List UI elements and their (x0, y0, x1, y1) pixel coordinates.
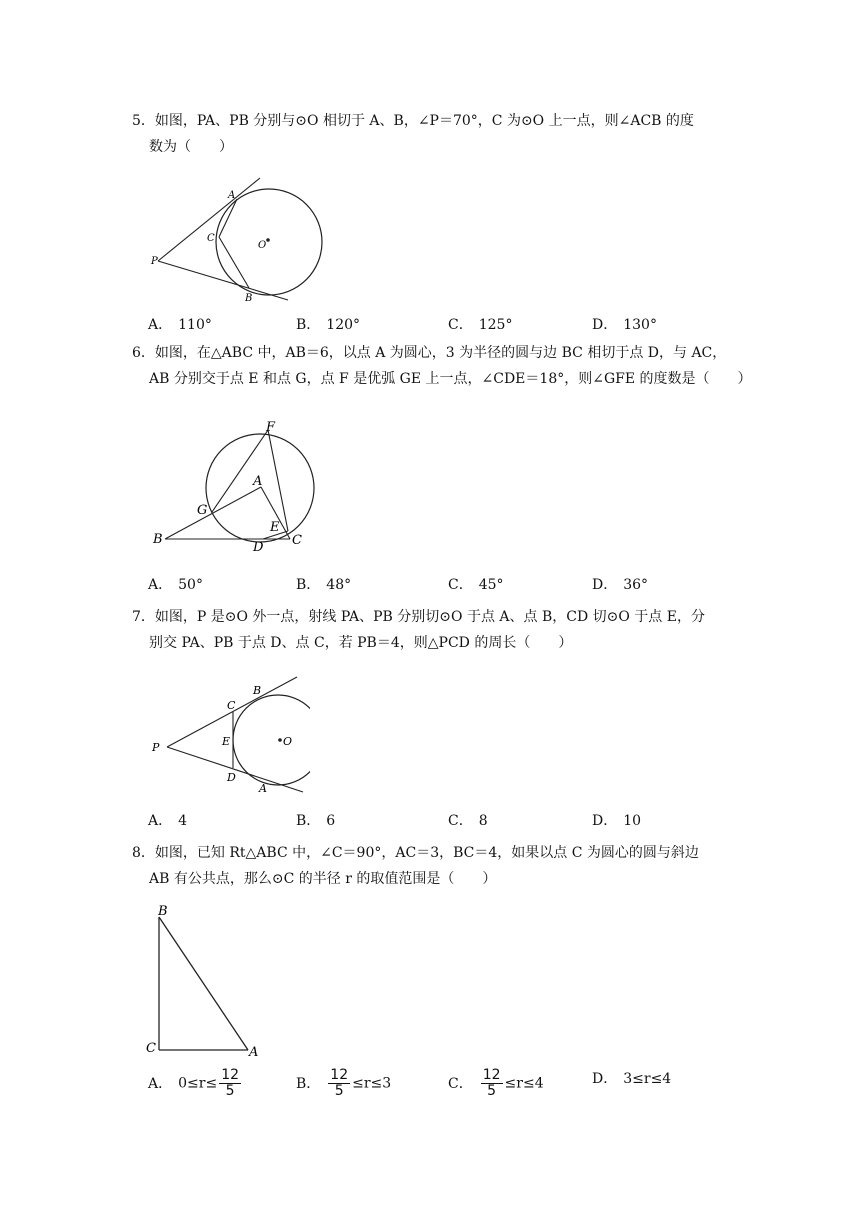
question-5-figure (140, 172, 340, 308)
label-a: A (249, 1045, 259, 1060)
segment-gf (212, 430, 268, 512)
label-b: B (158, 904, 168, 919)
circle-o (233, 695, 310, 785)
question-8-figure (140, 900, 270, 1060)
label-d: D (253, 540, 264, 555)
label-e: E (222, 735, 231, 748)
label-b: B (245, 293, 253, 304)
circle-o (216, 189, 322, 295)
q6-option-a[interactable]: A． 50° (148, 577, 203, 593)
label-a: A (253, 474, 263, 489)
q7-option-b[interactable]: B． 6 (296, 813, 336, 829)
q7-option-c[interactable]: C． 8 (448, 813, 488, 829)
label-d: D (227, 771, 236, 784)
side-ab (165, 487, 261, 539)
q5-option-a[interactable]: A． 110° (148, 317, 212, 333)
label-c: C (292, 533, 302, 548)
q5-option-d[interactable]: D． 130° (592, 317, 657, 333)
q6-option-d[interactable]: D． 36° (592, 577, 649, 593)
label-b: B (253, 684, 262, 697)
label-o: O (283, 735, 293, 748)
question-5-text-line2: 数为（ ） (149, 139, 233, 155)
question-6-figure (145, 415, 315, 555)
center-dot (266, 238, 270, 242)
question-6 (132, 340, 752, 392)
label-b: B (153, 532, 163, 547)
q7-option-a[interactable]: A． 4 (148, 813, 188, 829)
label-c: C (146, 1041, 156, 1056)
label-p: P (152, 741, 160, 754)
label-a: A (259, 782, 267, 795)
question-6-text-line1: 6．如图，在△ABC 中，AB＝6，以点 A 为圆心，3 为半径的圆与边 BC 相切于点 D，与 AC， (132, 345, 727, 361)
fraction: $\frac{12}{5}$ (221, 1067, 240, 1099)
tangent-pa (158, 178, 260, 261)
segment-fe (268, 430, 288, 531)
q5-option-c[interactable]: C． 125° (448, 317, 513, 333)
q8-option-b[interactable]: B． $\frac{12}{5}$ ≤r≤3 (296, 1067, 392, 1099)
q8-option-a[interactable]: A． 0≤r≤ $\frac{12}{5}$ (148, 1067, 240, 1099)
center-dot (278, 738, 282, 742)
question-6-text-line2: AB 分别交于点 E 和点 G，点 F 是优弧 GE 上一点，∠CDE＝18°，则∠GFE 的度数是（ ） (149, 371, 752, 387)
question-8-options (148, 1068, 748, 1104)
question-5 (132, 108, 742, 160)
label-c: C (207, 233, 215, 244)
question-7-text-line1: 7．如图，P 是⊙O 外一点，射线 PA、PB 分别切⊙O 于点 A、点 B，CD 切⊙O 于点 E，分 (132, 609, 705, 625)
question-8-text-line2: AB 有公共点，那么⊙C 的半径 r 的取值范围是（ ） (149, 871, 497, 887)
q7-option-d[interactable]: D． 10 (592, 813, 642, 829)
label-p: P (151, 256, 158, 267)
label-e: E (270, 520, 280, 535)
label-f: F (266, 420, 276, 435)
question-6-options (148, 574, 748, 598)
question-7 (132, 604, 742, 656)
question-5-text-line1: 5．如图，PA、PB 分别与⊙O 相切于 A、B，∠P＝70°，C 为⊙O 上一点，则∠ACB 的度 (132, 113, 694, 129)
q6-option-b[interactable]: B． 48° (296, 577, 352, 593)
question-5-options (148, 314, 748, 338)
tangent-pb (158, 261, 288, 300)
question-7-text-line2: 别交 PA、PB 于点 D、点 C，若 PB＝4，则△PCD 的周长（ ） (149, 635, 573, 651)
hypotenuse-ab (159, 917, 248, 1050)
question-8-text-line1: 8．如图，已知 Rt△ABC 中，∠C＝90°，AC＝3，BC＝4，如果以点 C 为圆心的圆与斜边 (132, 845, 699, 861)
tangent-pb (167, 677, 297, 747)
q6-option-c[interactable]: C． 45° (448, 577, 504, 593)
q8-option-d[interactable]: D． 3≤r≤4 (592, 1071, 672, 1087)
question-7-figure (145, 672, 310, 800)
fraction: $\frac{12}{5}$ (330, 1067, 349, 1099)
fraction: $\frac{12}{5}$ (482, 1067, 501, 1099)
q8-option-c[interactable]: C． $\frac{12}{5}$ ≤r≤4 (448, 1067, 544, 1099)
label-c: C (227, 699, 236, 712)
q5-option-b[interactable]: B． 120° (296, 317, 361, 333)
label-g: G (197, 503, 208, 518)
question-8 (132, 840, 742, 892)
label-o: O (258, 240, 267, 251)
question-7-options (148, 810, 748, 834)
label-a: A (228, 190, 236, 201)
